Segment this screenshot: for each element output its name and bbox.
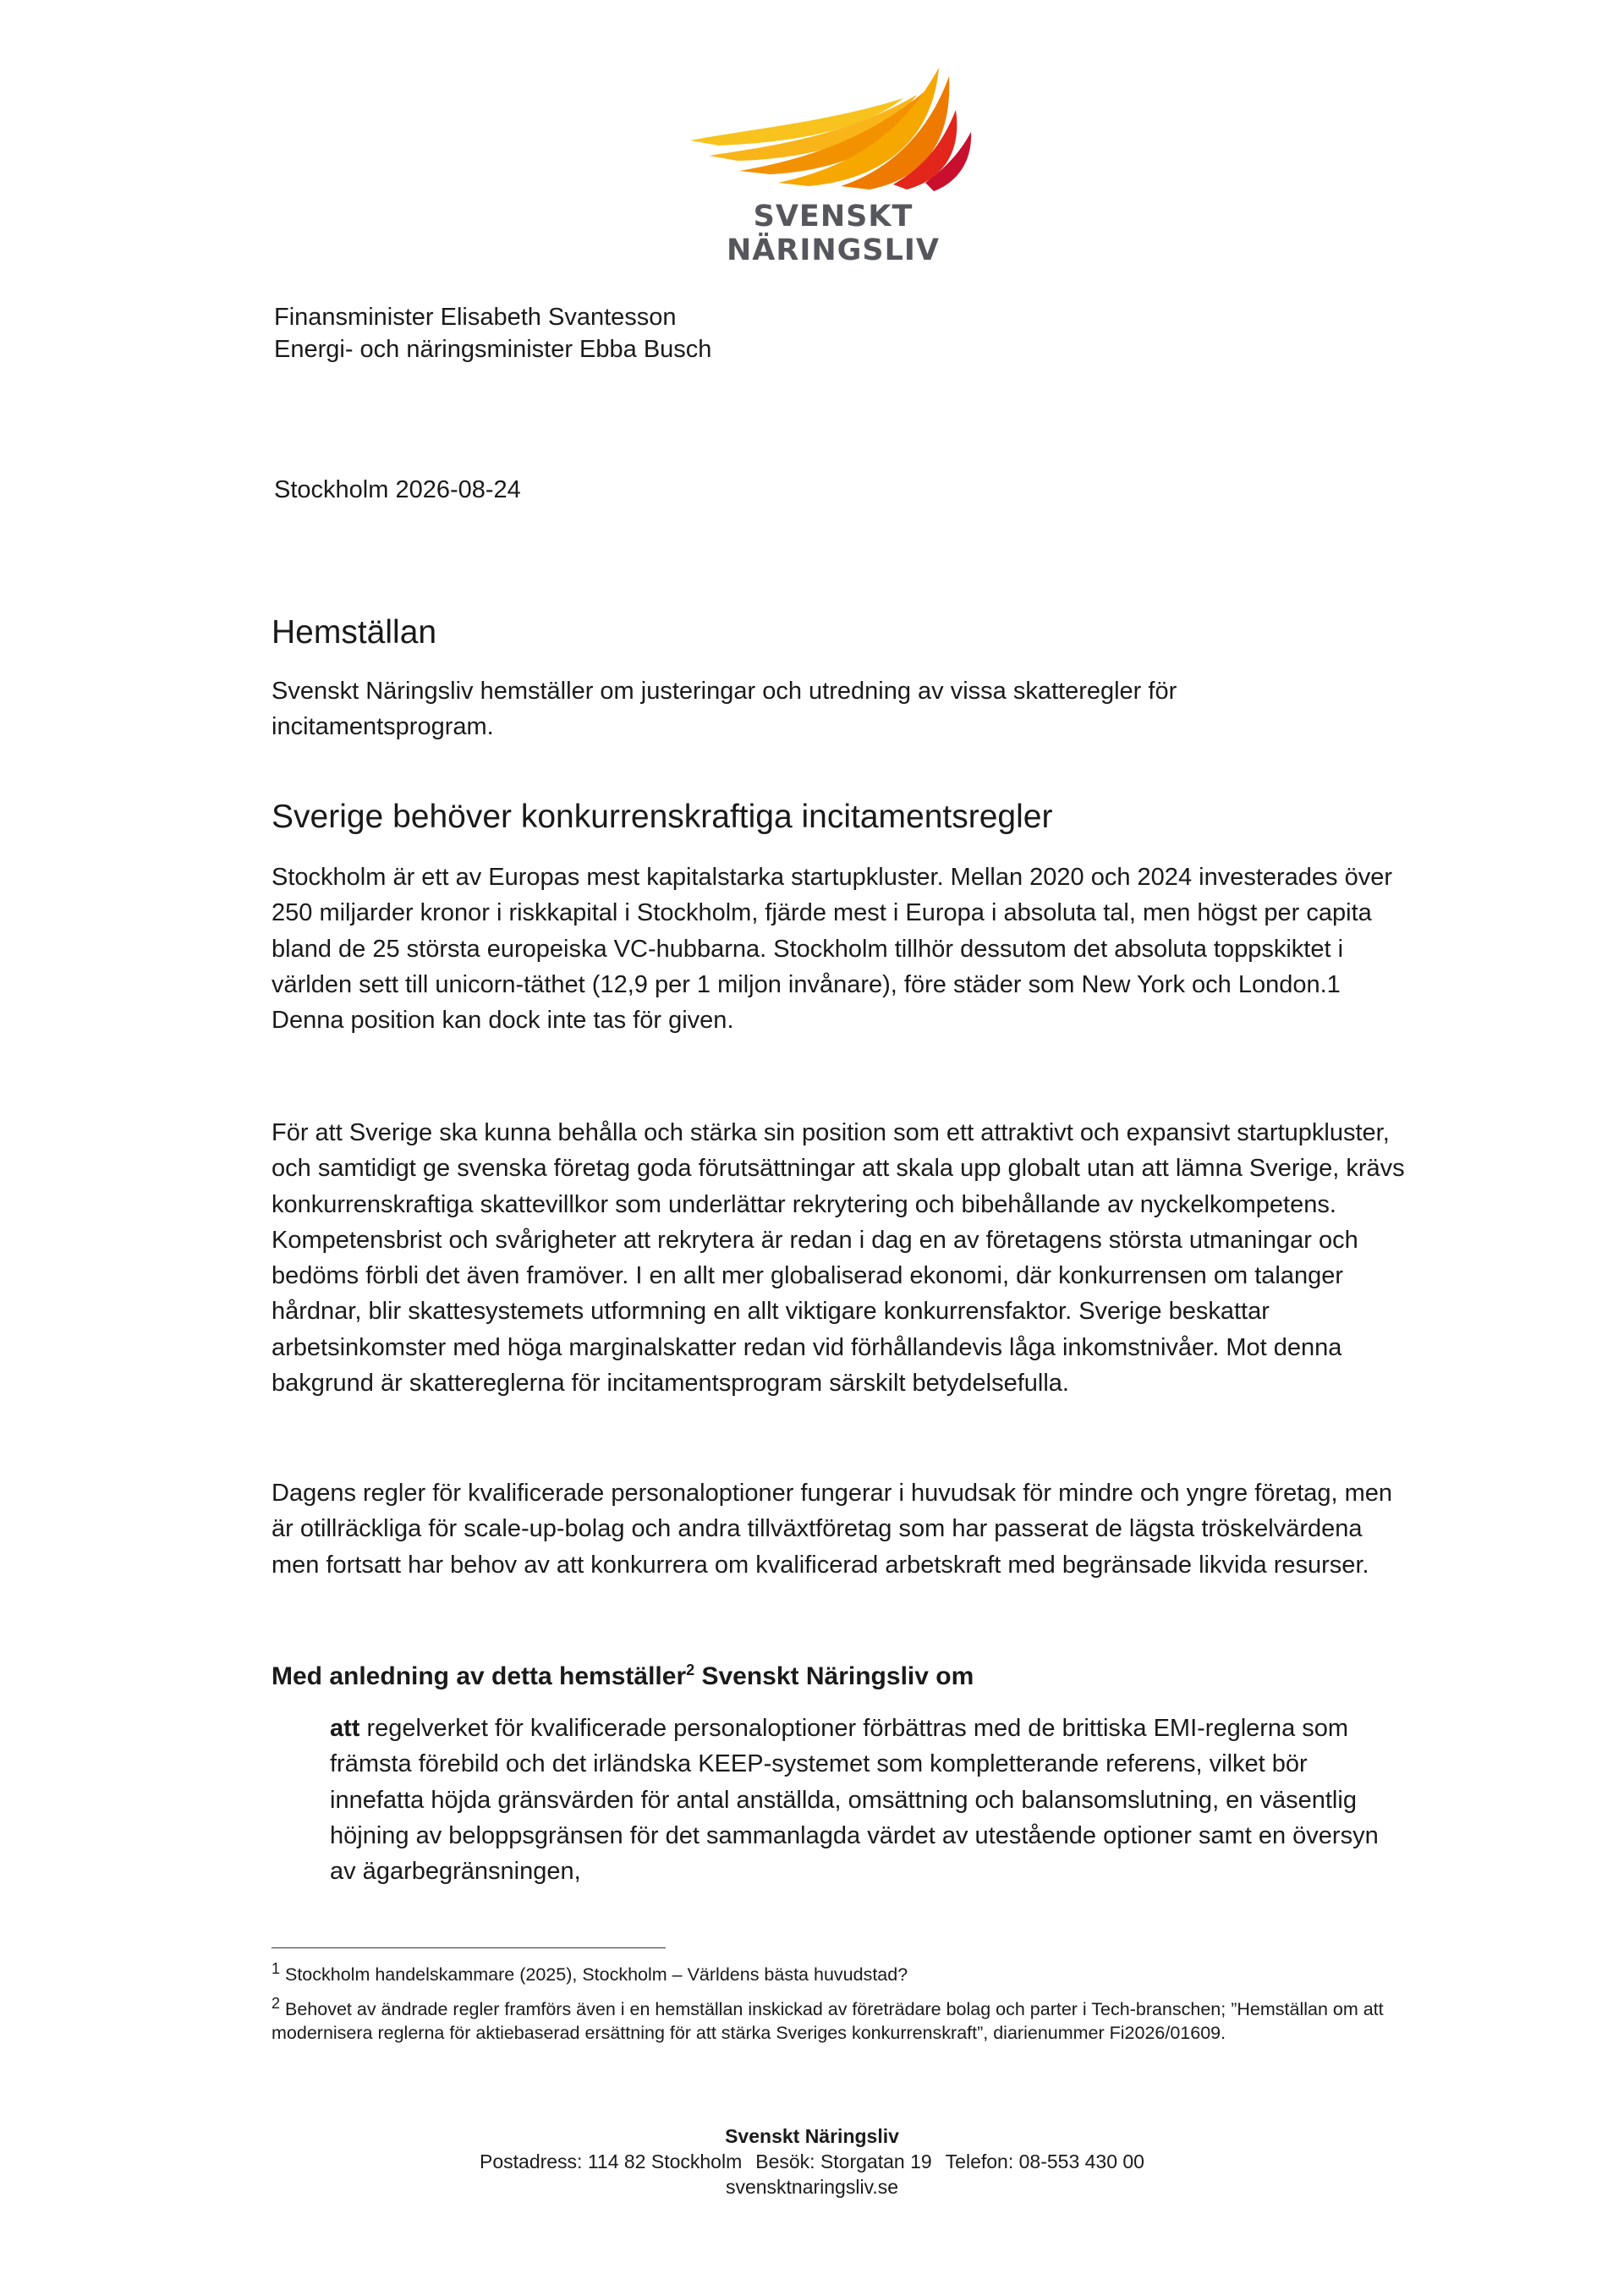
logo [643,51,1023,267]
footnote [272,1994,1396,2045]
body-paragraph: Dagens regler för kvalificerade personaloptioner fungerar i huvudsak för mindre och yngre företag, men är otillräckliga för scale-up-bolag och andra tillväxtföretag som har passerat de lägsta tröskelvärdena men fortsatt har behov av att konkurrera om kvalificerad arbetskraft med begränsade likvida resurser. [272,1480,1393,1579]
footnote-number: 1 [272,1959,281,1977]
page-footer [0,2123,1624,2200]
request-heading [272,1660,974,1694]
recipients-block [274,301,711,365]
footer-contact [0,2149,1624,2174]
footnote [272,1959,1396,1986]
footnote-text: Behovet av ändrade regler framförs även i en hemställan inskickad av företrädare bolag och parter i Tech-branschen; ”Hemställan om att modernisera reglerna för aktiebaserad ersättning för att stärka Sveriges konkurrenskraft”, diarienummer Fi2026/01609. [272,1999,1384,2043]
body-paragraph: Stockholm är ett av Europas mest kapitalstarka startupkluster. Mellan 2020 och 2024 investerades över 250 miljarder kronor i riskkapital i Stockholm, fjärde mest i Europa i absoluta tal, men högst per capita bland de 25 största europeiska VC-hubbarna. Stockholm tillhör dessutom det absoluta toppskiktet i världen sett till unicorn-täthet (12,9 per 1 miljon invånare), före städer som New York och London.1 Denna position kan dock inte tas för given. [272,864,1393,1035]
footer-postal: Postadress: 114 82 Stockholm [480,2150,743,2172]
recipient-line: Energi- och näringsminister Ebba Busch [274,336,712,363]
request-item [330,1711,1404,1889]
logo-wordmark: SVENSKT NÄRINGSLIV [727,200,940,267]
footer-visit: Besök: Storgatan 19 [755,2150,932,2172]
place-date: Stockholm 2026-08-24 [274,476,521,503]
request-item-lead: att [330,1715,360,1742]
footnote-text: Stockholm handelskammare (2025), Stockholm – Världens bästa huvudstad? [280,1964,908,1985]
footnote-divider [272,1947,666,1948]
request-item-text: regelverket för kvalificerade personaloptioner förbättras med de brittiska EMI-reglerna som främsta förebild och det irländska KEEP-systemet som kompletterande referens, vilket bör innefatta höjda gränsvärden för antal anställda, omsättning och balansomslutning, en väsentlig höjning av beloppsgränsen för det sammanlagda värdet av utestående optioner samt en översyn av ägarbegränsningen, [330,1715,1379,1886]
intro-paragraph: Svenskt Näringsliv hemställer om justeringar och utredning av vissa skatteregler för incitamentsprogram. [272,678,1177,741]
footer-org: Svenskt Näringsliv [725,2125,899,2147]
footnote-number: 2 [272,1994,281,2012]
request-heading-text-end: Svenskt Näringsliv om [694,1662,974,1690]
footer-phone: Telefon: 08-553 430 00 [945,2150,1144,2172]
wing-logo-icon [685,51,981,195]
footer-website[interactable]: svensktnaringsliv.se [725,2176,899,2198]
section-heading: Sverige behöver konkurrenskraftiga incitamentsregler [272,799,1053,835]
body-paragraph: För att Sverige ska kunna behålla och stärka sin position som ett attraktivt och expansivt startupkluster, och samtidigt ge svenska företag goda förutsättningar att skala upp globalt utan att lämna Sverige, krävs konkurrenskraftiga skattevillkor som underlättar rekrytering och bibehållande av nyckelkompetens. Kompetensbrist och svårigheter att rekrytera är redan i dag en av företagens största utmaningar och bedöms förbli det även framöver. I en allt mer globaliserad ekonomi, där konkurrensen om talanger hårdnar, blir skattesystemets utformning en allt viktigare konkurrensfaktor. Sverige beskattar arbetsinkomster med höga marginalskatter redan vid förhållandevis låga inkomstnivåer. Mot denna bakgrund är skattereglerna för incitamentsprogram särskilt betydelsefulla. [272,1119,1405,1398]
main-heading: Hemställan [272,614,437,651]
footnote-ref: 2 [686,1662,695,1678]
recipient-line: Finansminister Elisabeth Svantesson [274,304,677,331]
request-heading-text: Med anledning av detta hemställer [272,1662,687,1690]
